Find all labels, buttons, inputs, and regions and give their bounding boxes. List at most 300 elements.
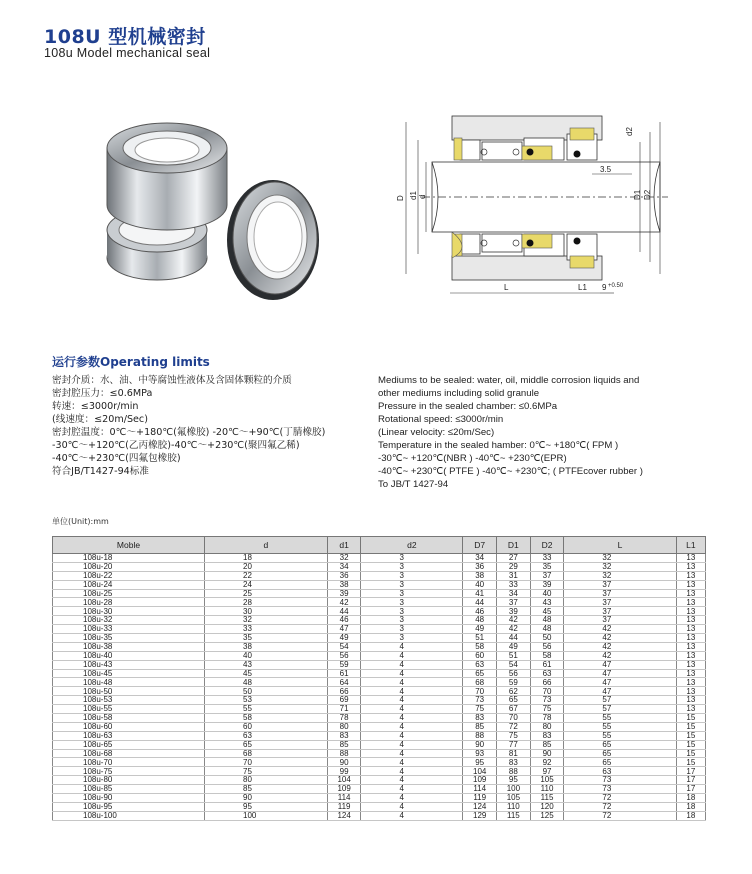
column-header: D7 bbox=[463, 537, 497, 554]
table-cell: 13 bbox=[676, 616, 705, 625]
table-cell: 108u-22 bbox=[53, 571, 205, 580]
ops-cn-line: 密封介质：水、油、中等腐蚀性液体及含固体颗粒的介质 bbox=[52, 375, 292, 386]
table-cell: 88 bbox=[327, 749, 361, 758]
table-cell: 90 bbox=[327, 758, 361, 767]
table-cell: 115 bbox=[530, 794, 564, 803]
table-cell: 32 bbox=[205, 616, 328, 625]
spec-table bbox=[52, 536, 706, 821]
operating-limits-en bbox=[378, 374, 708, 491]
table-cell: 27 bbox=[497, 554, 531, 563]
table-cell: 47 bbox=[564, 669, 676, 678]
table-cell: 4 bbox=[361, 678, 463, 687]
table-cell: 4 bbox=[361, 714, 463, 723]
table-cell: 108u-80 bbox=[53, 776, 205, 785]
table-cell: 63 bbox=[463, 660, 497, 669]
table-cell: 85 bbox=[463, 722, 497, 731]
table-row bbox=[53, 660, 706, 669]
table-cell: 37 bbox=[497, 598, 531, 607]
table-cell: 90 bbox=[530, 749, 564, 758]
table-cell: 4 bbox=[361, 785, 463, 794]
table-cell: 13 bbox=[676, 669, 705, 678]
table-cell: 72 bbox=[564, 802, 676, 811]
column-header: d1 bbox=[327, 537, 361, 554]
table-cell: 37 bbox=[564, 598, 676, 607]
table-cell: 15 bbox=[676, 749, 705, 758]
table-cell: 41 bbox=[463, 589, 497, 598]
table-cell: 78 bbox=[530, 714, 564, 723]
table-cell: 42 bbox=[564, 642, 676, 651]
table-cell: 39 bbox=[497, 607, 531, 616]
ops-cn-line: 密封腔压力：≤0.6MPa bbox=[52, 388, 153, 399]
table-cell: 108u-30 bbox=[53, 607, 205, 616]
table-cell: 72 bbox=[564, 794, 676, 803]
table-cell: 63 bbox=[564, 767, 676, 776]
table-cell: 109 bbox=[463, 776, 497, 785]
table-cell: 4 bbox=[361, 696, 463, 705]
table-cell: 83 bbox=[463, 714, 497, 723]
table-cell: 50 bbox=[530, 634, 564, 643]
table-cell: 13 bbox=[676, 562, 705, 571]
table-cell: 108u-95 bbox=[53, 802, 205, 811]
table-cell: 13 bbox=[676, 642, 705, 651]
table-row bbox=[53, 776, 706, 785]
table-cell: 3 bbox=[361, 598, 463, 607]
table-cell: 49 bbox=[497, 642, 531, 651]
table-cell: 45 bbox=[205, 669, 328, 678]
table-cell: 99 bbox=[327, 767, 361, 776]
table-cell: 63 bbox=[205, 731, 328, 740]
table-cell: 59 bbox=[327, 660, 361, 669]
table-cell: 3 bbox=[361, 634, 463, 643]
table-cell: 85 bbox=[530, 740, 564, 749]
table-cell: 56 bbox=[530, 642, 564, 651]
table-cell: 58 bbox=[530, 651, 564, 660]
table-cell: 3 bbox=[361, 625, 463, 634]
ops-cn-line: 转速：≤3000r/min bbox=[52, 401, 139, 412]
table-cell: 108u-35 bbox=[53, 634, 205, 643]
table-cell: 108u-53 bbox=[53, 696, 205, 705]
table-cell: 60 bbox=[463, 651, 497, 660]
table-cell: 42 bbox=[564, 651, 676, 660]
table-cell: 42 bbox=[497, 616, 531, 625]
table-cell: 32 bbox=[564, 571, 676, 580]
table-row bbox=[53, 722, 706, 731]
table-cell: 67 bbox=[497, 705, 531, 714]
table-cell: 108u-58 bbox=[53, 714, 205, 723]
table-cell: 3 bbox=[361, 589, 463, 598]
table-cell: 83 bbox=[327, 731, 361, 740]
table-cell: 53 bbox=[205, 696, 328, 705]
table-cell: 64 bbox=[327, 678, 361, 687]
table-cell: 58 bbox=[463, 642, 497, 651]
table-cell: 75 bbox=[530, 705, 564, 714]
table-cell: 13 bbox=[676, 660, 705, 669]
table-header-row bbox=[53, 537, 706, 554]
column-header: d bbox=[205, 537, 328, 554]
table-cell: 108u-63 bbox=[53, 731, 205, 740]
table-cell: 66 bbox=[327, 687, 361, 696]
product-photo bbox=[95, 110, 335, 325]
table-cell: 29 bbox=[497, 562, 531, 571]
table-cell: 119 bbox=[327, 802, 361, 811]
table-cell: 32 bbox=[564, 562, 676, 571]
table-cell: 108u-32 bbox=[53, 616, 205, 625]
table-row bbox=[53, 802, 706, 811]
table-cell: 65 bbox=[564, 758, 676, 767]
ops-en-line: Mediums to be sealed: water, oil, middle corrosion liquids and bbox=[378, 375, 640, 386]
table-cell: 57 bbox=[564, 696, 676, 705]
table-cell: 108u-48 bbox=[53, 678, 205, 687]
table-cell: 13 bbox=[676, 705, 705, 714]
table-cell: 95 bbox=[497, 776, 531, 785]
table-cell: 59 bbox=[497, 678, 531, 687]
table-cell: 32 bbox=[564, 554, 676, 563]
table-cell: 4 bbox=[361, 802, 463, 811]
table-cell: 17 bbox=[676, 785, 705, 794]
table-cell: 108u-50 bbox=[53, 687, 205, 696]
table-cell: 62 bbox=[497, 687, 531, 696]
table-cell: 55 bbox=[564, 722, 676, 731]
table-cell: 95 bbox=[463, 758, 497, 767]
table-cell: 4 bbox=[361, 722, 463, 731]
table-cell: 108u-43 bbox=[53, 660, 205, 669]
table-cell: 105 bbox=[530, 776, 564, 785]
table-cell: 15 bbox=[676, 714, 705, 723]
ops-cn-line: (线速度：≤20m/Sec) bbox=[52, 414, 148, 425]
table-row bbox=[53, 625, 706, 634]
table-cell: 70 bbox=[463, 687, 497, 696]
table-cell: 13 bbox=[676, 580, 705, 589]
table-cell: 33 bbox=[530, 554, 564, 563]
ops-en-line: (Linear velocity: ≤20m/Sec) bbox=[378, 427, 495, 438]
table-cell: 48 bbox=[205, 678, 328, 687]
table-cell: 28 bbox=[205, 598, 328, 607]
table-cell: 13 bbox=[676, 598, 705, 607]
column-header: D1 bbox=[497, 537, 531, 554]
table-cell: 65 bbox=[564, 740, 676, 749]
table-cell: 108u-40 bbox=[53, 651, 205, 660]
table-cell: 47 bbox=[564, 687, 676, 696]
table-cell: 97 bbox=[530, 767, 564, 776]
table-cell: 54 bbox=[497, 660, 531, 669]
table-row bbox=[53, 642, 706, 651]
dim-label-D: D bbox=[396, 195, 405, 201]
table-row bbox=[53, 669, 706, 678]
table-cell: 90 bbox=[463, 740, 497, 749]
page-title-en: 108u Model mechanical seal bbox=[44, 46, 211, 60]
table-cell: 114 bbox=[463, 785, 497, 794]
table-cell: 30 bbox=[205, 607, 328, 616]
table-cell: 85 bbox=[327, 740, 361, 749]
table-cell: 40 bbox=[530, 589, 564, 598]
table-cell: 15 bbox=[676, 731, 705, 740]
table-cell: 44 bbox=[497, 634, 531, 643]
table-row bbox=[53, 598, 706, 607]
table-row bbox=[53, 767, 706, 776]
table-cell: 108u-60 bbox=[53, 722, 205, 731]
table-cell: 49 bbox=[463, 625, 497, 634]
table-cell: 42 bbox=[327, 598, 361, 607]
table-row bbox=[53, 616, 706, 625]
unit-label: 单位(Unit):mm bbox=[52, 517, 109, 526]
table-row bbox=[53, 696, 706, 705]
table-cell: 48 bbox=[530, 625, 564, 634]
table-cell: 46 bbox=[327, 616, 361, 625]
table-row bbox=[53, 571, 706, 580]
table-cell: 77 bbox=[497, 740, 531, 749]
table-cell: 38 bbox=[205, 642, 328, 651]
table-cell: 36 bbox=[327, 571, 361, 580]
table-cell: 47 bbox=[327, 625, 361, 634]
table-cell: 65 bbox=[564, 749, 676, 758]
ops-en-line: To JB/T 1427-94 bbox=[378, 479, 449, 490]
table-row bbox=[53, 758, 706, 767]
table-cell: 37 bbox=[564, 616, 676, 625]
table-cell: 108u-85 bbox=[53, 785, 205, 794]
table-cell: 57 bbox=[564, 705, 676, 714]
table-cell: 34 bbox=[327, 562, 361, 571]
table-row bbox=[53, 705, 706, 714]
ops-en-line: Pressure in the sealed chamber: ≤0.6MPa bbox=[378, 401, 558, 412]
ops-en-line: other mediums including solid granule bbox=[378, 388, 540, 399]
table-cell: 3 bbox=[361, 571, 463, 580]
table-cell: 24 bbox=[205, 580, 328, 589]
table-cell: 35 bbox=[205, 634, 328, 643]
table-row bbox=[53, 740, 706, 749]
table-cell: 4 bbox=[361, 731, 463, 740]
table-cell: 70 bbox=[205, 758, 328, 767]
table-cell: 72 bbox=[497, 722, 531, 731]
table-cell: 108u-75 bbox=[53, 767, 205, 776]
table-cell: 110 bbox=[530, 785, 564, 794]
table-cell: 56 bbox=[497, 669, 531, 678]
table-cell: 70 bbox=[530, 687, 564, 696]
table-cell: 125 bbox=[530, 811, 564, 820]
table-cell: 100 bbox=[497, 785, 531, 794]
table-cell: 108u-68 bbox=[53, 749, 205, 758]
table-cell: 73 bbox=[463, 696, 497, 705]
table-row bbox=[53, 785, 706, 794]
table-cell: 108u-38 bbox=[53, 642, 205, 651]
dim-label-d: d bbox=[418, 194, 427, 199]
table-row bbox=[53, 589, 706, 598]
table-cell: 3 bbox=[361, 580, 463, 589]
table-cell: 108u-18 bbox=[53, 554, 205, 563]
table-cell: 45 bbox=[530, 607, 564, 616]
table-cell: 43 bbox=[530, 598, 564, 607]
ops-cn-line: 符合JB/T1427-94标准 bbox=[52, 466, 149, 477]
table-cell: 109 bbox=[327, 785, 361, 794]
table-cell: 93 bbox=[463, 749, 497, 758]
table-cell: 104 bbox=[327, 776, 361, 785]
table-cell: 73 bbox=[564, 776, 676, 785]
table-cell: 80 bbox=[205, 776, 328, 785]
table-cell: 60 bbox=[205, 722, 328, 731]
table-cell: 55 bbox=[564, 714, 676, 723]
table-cell: 80 bbox=[327, 722, 361, 731]
table-cell: 88 bbox=[463, 731, 497, 740]
table-cell: 13 bbox=[676, 696, 705, 705]
ops-en-line: -30℃~ +120℃(NBR ) -40℃~ +230℃(EPR) bbox=[378, 453, 567, 464]
table-cell: 35 bbox=[530, 562, 564, 571]
table-cell: 39 bbox=[530, 580, 564, 589]
table-cell: 3 bbox=[361, 607, 463, 616]
table-cell: 15 bbox=[676, 722, 705, 731]
table-cell: 33 bbox=[497, 580, 531, 589]
table-cell: 108u-20 bbox=[53, 562, 205, 571]
table-cell: 63 bbox=[530, 669, 564, 678]
table-cell: 40 bbox=[463, 580, 497, 589]
table-row bbox=[53, 714, 706, 723]
table-cell: 90 bbox=[205, 794, 328, 803]
table-cell: 61 bbox=[327, 669, 361, 678]
table-cell: 32 bbox=[327, 554, 361, 563]
table-cell: 108u-90 bbox=[53, 794, 205, 803]
table-cell: 61 bbox=[530, 660, 564, 669]
table-cell: 51 bbox=[497, 651, 531, 660]
table-cell: 88 bbox=[497, 767, 531, 776]
table-cell: 46 bbox=[463, 607, 497, 616]
table-cell: 72 bbox=[564, 811, 676, 820]
table-cell: 81 bbox=[497, 749, 531, 758]
table-row bbox=[53, 651, 706, 660]
table-cell: 4 bbox=[361, 811, 463, 820]
table-cell: 17 bbox=[676, 776, 705, 785]
table-cell: 13 bbox=[676, 678, 705, 687]
table-cell: 3 bbox=[361, 616, 463, 625]
table-cell: 37 bbox=[564, 607, 676, 616]
table-cell: 34 bbox=[463, 554, 497, 563]
table-cell: 73 bbox=[564, 785, 676, 794]
table-cell: 4 bbox=[361, 669, 463, 678]
table-cell: 13 bbox=[676, 625, 705, 634]
table-cell: 65 bbox=[497, 696, 531, 705]
table-cell: 58 bbox=[205, 714, 328, 723]
table-cell: 48 bbox=[463, 616, 497, 625]
table-cell: 71 bbox=[327, 705, 361, 714]
table-body bbox=[53, 554, 706, 821]
page-title-cn: 108U 型机械密封 bbox=[44, 26, 206, 48]
table-row bbox=[53, 687, 706, 696]
table-cell: 13 bbox=[676, 634, 705, 643]
table-cell: 108u-70 bbox=[53, 758, 205, 767]
ops-cn-line: -40℃～+230℃(四氟包橡胶) bbox=[52, 453, 181, 464]
table-cell: 124 bbox=[327, 811, 361, 820]
table-cell: 104 bbox=[463, 767, 497, 776]
table-cell: 38 bbox=[327, 580, 361, 589]
table-cell: 48 bbox=[530, 616, 564, 625]
table-cell: 80 bbox=[530, 722, 564, 731]
dim-label-D2: D2 bbox=[643, 189, 652, 200]
table-cell: 18 bbox=[676, 811, 705, 820]
table-cell: 70 bbox=[497, 714, 531, 723]
dim-label-tolerance: 9 bbox=[602, 283, 607, 292]
table-cell: 43 bbox=[205, 660, 328, 669]
table-cell: 38 bbox=[463, 571, 497, 580]
table-cell: 44 bbox=[463, 598, 497, 607]
table-cell: 4 bbox=[361, 687, 463, 696]
table-cell: 33 bbox=[205, 625, 328, 634]
ops-cn-line: 密封腔温度：0℃～+180℃(氟橡胶) -20℃～+90℃(丁腈橡胶) bbox=[52, 427, 326, 438]
table-cell: 108u-55 bbox=[53, 705, 205, 714]
table-row bbox=[53, 731, 706, 740]
ops-cn-line: -30℃～+120℃(乙丙橡胶)-40℃～+230℃(聚四氟乙稀) bbox=[52, 440, 300, 451]
table-cell: 108u-24 bbox=[53, 580, 205, 589]
table-cell: 4 bbox=[361, 776, 463, 785]
table-cell: 55 bbox=[564, 731, 676, 740]
table-cell: 124 bbox=[463, 802, 497, 811]
table-cell: 83 bbox=[497, 758, 531, 767]
table-cell: 95 bbox=[205, 802, 328, 811]
table-row bbox=[53, 811, 706, 820]
table-cell: 13 bbox=[676, 651, 705, 660]
table-cell: 4 bbox=[361, 660, 463, 669]
table-cell: 85 bbox=[205, 785, 328, 794]
table-cell: 92 bbox=[530, 758, 564, 767]
operating-limits-title: 运行参数Operating limits bbox=[52, 355, 210, 369]
table-cell: 15 bbox=[676, 740, 705, 749]
table-cell: 4 bbox=[361, 651, 463, 660]
table-cell: 37 bbox=[530, 571, 564, 580]
table-cell: 42 bbox=[564, 625, 676, 634]
table-cell: 18 bbox=[676, 794, 705, 803]
table-cell: 108u-28 bbox=[53, 598, 205, 607]
table-cell: 47 bbox=[564, 660, 676, 669]
table-row bbox=[53, 580, 706, 589]
table-cell: 75 bbox=[463, 705, 497, 714]
table-cell: 49 bbox=[327, 634, 361, 643]
seal-cross-section-drawing bbox=[392, 98, 674, 303]
table-row bbox=[53, 634, 706, 643]
table-cell: 119 bbox=[463, 794, 497, 803]
column-header: Moble bbox=[53, 537, 205, 554]
table-cell: 75 bbox=[497, 731, 531, 740]
table-cell: 105 bbox=[497, 794, 531, 803]
table-cell: 108u-100 bbox=[53, 811, 205, 820]
column-header: d2 bbox=[361, 537, 463, 554]
table-cell: 13 bbox=[676, 607, 705, 616]
table-cell: 13 bbox=[676, 589, 705, 598]
table-cell: 42 bbox=[564, 634, 676, 643]
table-row bbox=[53, 794, 706, 803]
dim-label-d2: d2 bbox=[625, 127, 634, 136]
table-cell: 4 bbox=[361, 740, 463, 749]
table-cell: 47 bbox=[564, 678, 676, 687]
table-cell: 54 bbox=[327, 642, 361, 651]
column-header: D2 bbox=[530, 537, 564, 554]
dim-label-d1: d1 bbox=[409, 191, 418, 200]
table-cell: 22 bbox=[205, 571, 328, 580]
dim-label-L: L bbox=[504, 283, 509, 292]
dim-label-D1: D1 bbox=[633, 189, 642, 200]
table-cell: 18 bbox=[205, 554, 328, 563]
dim-label-L1: L1 bbox=[578, 283, 587, 292]
table-cell: 37 bbox=[564, 580, 676, 589]
column-header: L1 bbox=[676, 537, 705, 554]
table-cell: 65 bbox=[463, 669, 497, 678]
table-cell: 42 bbox=[497, 625, 531, 634]
table-cell: 13 bbox=[676, 571, 705, 580]
dim-label-tolerance-exp: +0.50 bbox=[608, 283, 624, 289]
dim-label-3-5: 3.5 bbox=[600, 165, 612, 174]
table-cell: 34 bbox=[497, 589, 531, 598]
table-cell: 20 bbox=[205, 562, 328, 571]
table-cell: 4 bbox=[361, 705, 463, 714]
table-cell: 108u-65 bbox=[53, 740, 205, 749]
table-cell: 25 bbox=[205, 589, 328, 598]
table-cell: 3 bbox=[361, 562, 463, 571]
table-cell: 36 bbox=[463, 562, 497, 571]
